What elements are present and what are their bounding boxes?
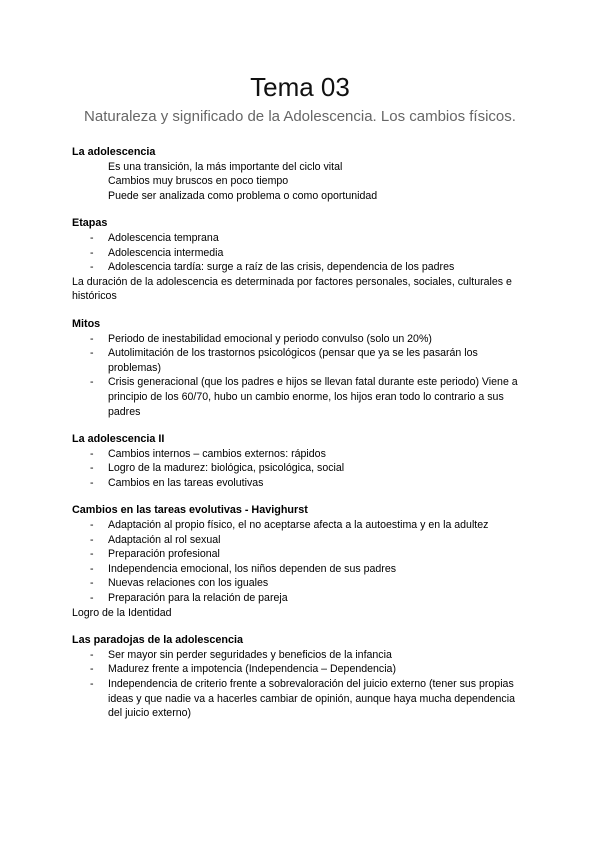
dash-marker: - — [90, 577, 94, 590]
page-title: Tema 03 — [250, 72, 350, 102]
dash-marker: - — [90, 533, 94, 546]
list-item-text: Adolescencia temprana — [108, 231, 219, 244]
list-item-text: Preparación para la relación de pareja — [108, 592, 288, 605]
dash-marker: - — [90, 562, 94, 575]
list-item — [72, 518, 532, 533]
section-la-adolescencia — [72, 145, 532, 203]
indented-line: Es una transición, la más importante del ciclo vital — [108, 160, 343, 173]
list-item-text: Adaptación al rol sexual — [108, 533, 221, 546]
list-item — [72, 576, 532, 591]
dash-marker: - — [90, 548, 94, 561]
dash-marker: - — [90, 447, 94, 460]
bullet-list — [72, 447, 532, 491]
section-cambios-tareas-evolutivas — [72, 503, 532, 620]
bullet-list — [72, 648, 532, 721]
list-item-text: Preparación profesional — [108, 548, 220, 561]
list-item — [72, 677, 532, 721]
list-item-text: Independencia de criterio frente a sobrevaloración del juicio externo (tener sus propias ideas y que nadie va a hacerles cambiar de opinión, aunque haya mucha dependencia del juicio externo) — [108, 678, 515, 720]
list-item — [72, 476, 532, 491]
list-item — [72, 375, 532, 419]
list-item-text: Ser mayor sin perder seguridades y beneficios de la infancia — [108, 648, 392, 661]
bullet-list — [72, 518, 532, 606]
list-item-text: Madurez frente a impotencia (Independencia – Dependencia) — [108, 663, 396, 676]
section-heading: Etapas — [72, 217, 108, 230]
section-heading: Cambios en las tareas evolutivas - Havighurst — [72, 504, 308, 517]
section-heading: La adolescencia II — [72, 433, 165, 446]
list-item — [72, 260, 532, 275]
document-body — [72, 145, 532, 734]
dash-marker: - — [90, 678, 94, 690]
section-etapas — [72, 216, 532, 304]
list-item — [72, 547, 532, 562]
dash-marker: - — [90, 663, 94, 676]
list-item-text: Adolescencia tardía: surge a raíz de las crisis, dependencia de los padres — [108, 261, 455, 274]
list-item-text: Crisis generacional (que los padres e hijos se llevan fatal durante este periodo) Viene a principio de los 60/70, hubo un cambio enorme, los hijos eran todo lo contrario a sus padres — [108, 376, 518, 418]
dash-marker: - — [90, 476, 94, 489]
list-item-text: Logro de la madurez: biológica, psicológica, social — [108, 462, 345, 475]
dash-marker: - — [90, 261, 94, 274]
section-paradojas — [72, 633, 532, 721]
paragraph: La duración de la adolescencia es determinada por factores personales, sociales, culturales e históricos — [72, 275, 512, 303]
list-item — [72, 591, 532, 606]
bullet-list — [72, 231, 532, 275]
dash-marker: - — [90, 231, 94, 244]
list-item — [72, 533, 532, 548]
section-heading: Las paradojas de la adolescencia — [72, 634, 244, 647]
section-heading: Mitos — [72, 317, 101, 330]
dash-marker: - — [90, 376, 94, 389]
list-item-text: Cambios en las tareas evolutivas — [108, 476, 264, 489]
list-item-text: Adaptación al propio físico, el no aceptarse afecta a la autoestima y en la adultez — [108, 519, 489, 532]
list-item-text: Independencia emocional, los niños dependen de sus padres — [108, 562, 397, 575]
indented-line: Puede ser analizada como problema o como oportunidad — [108, 189, 378, 202]
dash-marker: - — [90, 462, 94, 475]
list-item-text: Nuevas relaciones con los iguales — [108, 577, 269, 590]
list-item-text: Adolescencia intermedia — [108, 246, 224, 259]
section-mitos — [72, 317, 532, 419]
paragraph: Logro de la Identidad — [72, 606, 172, 619]
list-item — [72, 246, 532, 261]
dash-marker: - — [90, 332, 94, 345]
dash-marker: - — [90, 246, 94, 259]
section-heading: La adolescencia — [72, 146, 156, 158]
dash-marker: - — [90, 592, 94, 605]
indented-line: Cambios muy bruscos en poco tiempo — [108, 175, 289, 188]
list-item — [72, 662, 532, 677]
dash-marker: - — [90, 648, 94, 661]
list-item — [72, 332, 532, 347]
list-item-text: Periodo de inestabilidad emocional y periodo convulso (solo un 20%) — [108, 332, 432, 345]
dash-marker: - — [90, 347, 94, 360]
dash-marker: - — [90, 519, 94, 532]
page-subtitle: Naturaleza y significado de la Adolescencia. Los cambios físicos. — [84, 108, 516, 125]
list-item — [72, 648, 532, 663]
list-item — [72, 346, 532, 375]
list-item — [72, 562, 532, 577]
list-item-text: Cambios internos – cambios externos: rápidos — [108, 447, 326, 460]
list-item — [72, 447, 532, 462]
bullet-list — [72, 332, 532, 420]
list-item — [72, 461, 532, 476]
section-la-adolescencia-ii — [72, 432, 532, 490]
list-item-text: Autolimitación de los trastornos psicológicos (pensar que ya se les pasarán los problemas) — [108, 347, 478, 374]
list-item — [72, 231, 532, 246]
